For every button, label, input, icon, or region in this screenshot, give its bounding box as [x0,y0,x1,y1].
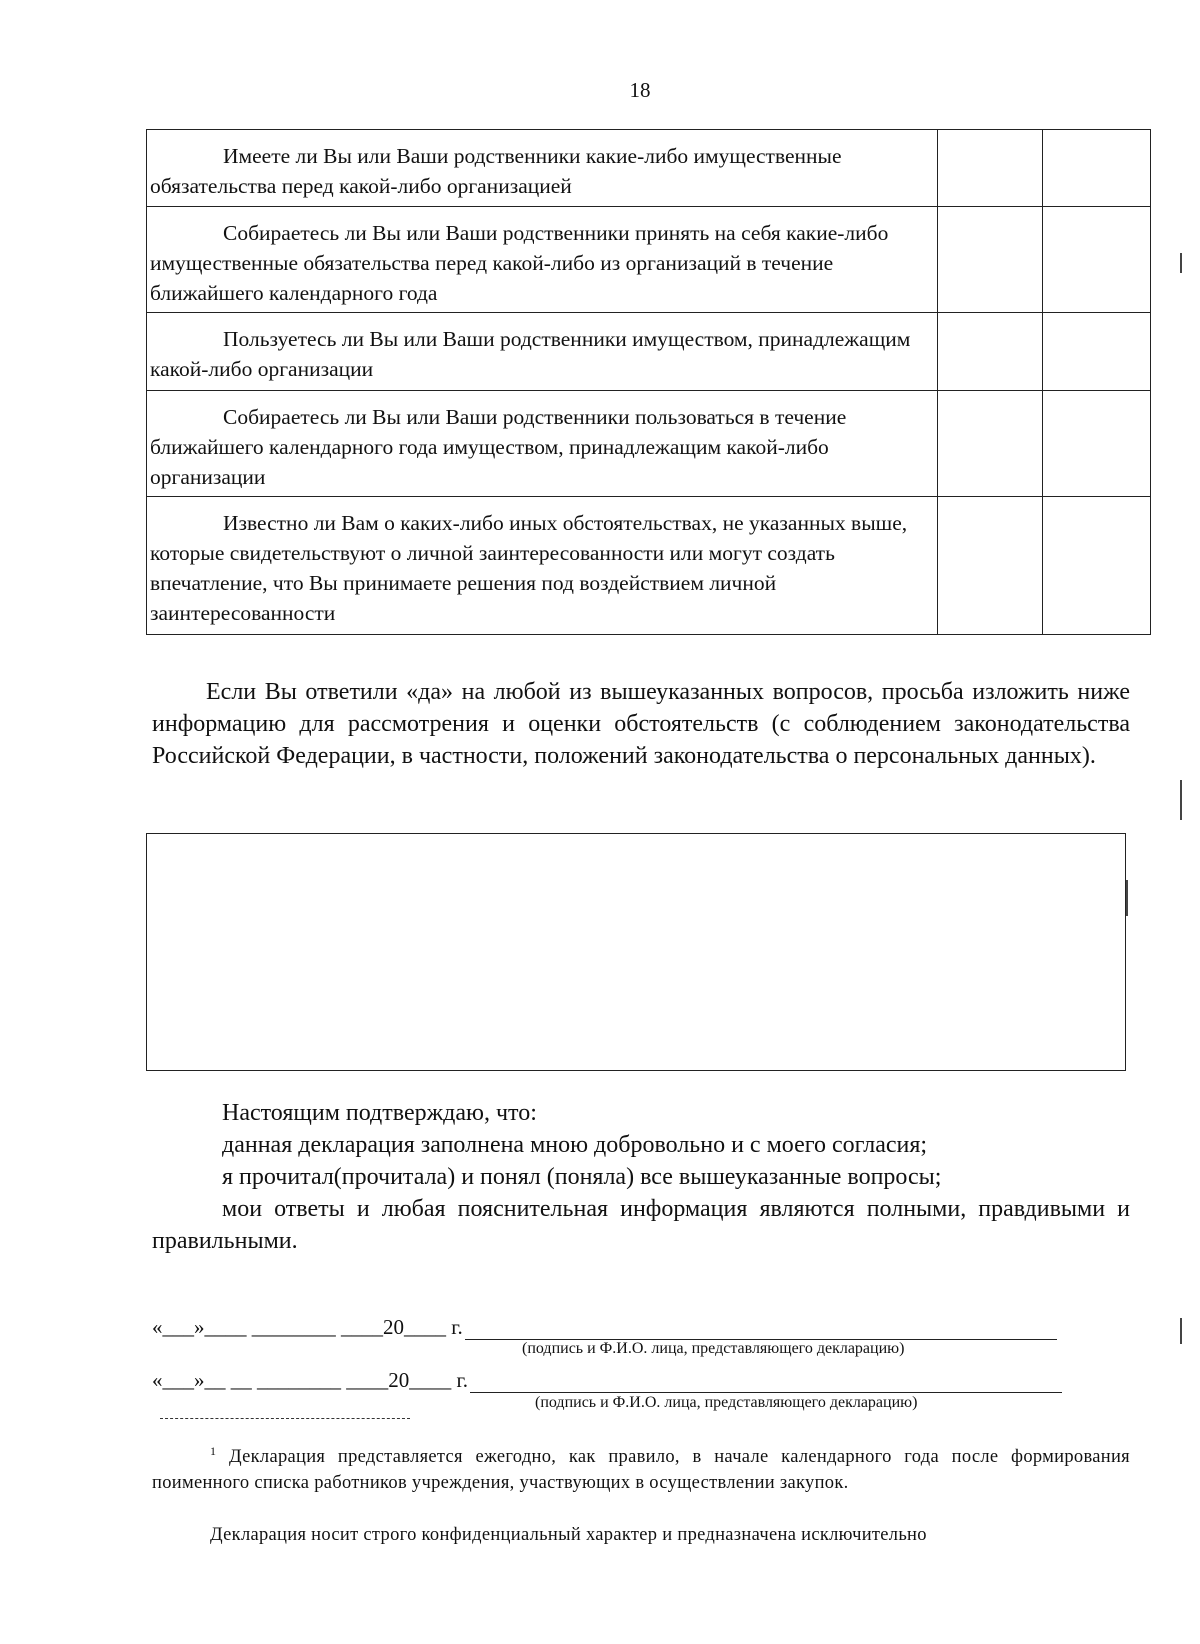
confirmation-line: я прочитал(прочитала) и понял (поняла) все вышеуказанные вопросы; [222,1164,942,1190]
signature-row [152,1368,1130,1393]
answer-yes-cell[interactable] [938,313,1043,391]
question-text: Пользуетесь ли Вы или Ваши родственники имуществом, принадлежащим какой-либо организации [150,327,911,381]
answer-yes-cell[interactable] [938,497,1043,635]
page-number: 18 [629,78,651,102]
question-row [147,313,1151,391]
question-row [147,391,1151,497]
question-row [147,497,1151,635]
signature-line[interactable] [465,1321,1057,1340]
signature-date[interactable]: «___»____ ________ ____20____ г. [152,1315,463,1339]
answer-no-cell[interactable] [1043,391,1151,497]
confirmation-block [152,1097,1130,1257]
question-text: Собираетесь ли Вы или Ваши родственники пользоваться в течение ближайшего календарного года имуществом, принадлежащим какой-либо организации [150,405,847,489]
footnote-marker: 1 [210,1443,217,1458]
scan-artifact [1126,880,1128,916]
signature-caption: (подпись и Ф.И.О. лица, представляющего декларацию) [535,1394,918,1411]
signature-caption: (подпись и Ф.И.О. лица, представляющего декларацию) [522,1340,905,1357]
answer-yes-cell[interactable] [938,207,1043,313]
answer-no-cell[interactable] [1043,313,1151,391]
instruction-paragraph: Если Вы ответили «да» на любой из вышеуказанных вопросов, просьба изложить ниже информацию для рассмотрения и оценки обстоятельств (с соблюдением законодательства Российской Федерации, в частности, положений законодательства о персональных данных). [152,679,1130,769]
question-row [147,130,1151,207]
answer-yes-cell[interactable] [938,391,1043,497]
questions-table [146,129,1151,635]
confirmation-line: данная декларация заполнена мною добровольно и с моего согласия; [222,1132,928,1158]
confirmation-line: мои ответы и любая пояснительная информация являются полными, правдивыми и правильными. [152,1196,1130,1254]
question-row [147,207,1151,313]
footnote [152,1444,1130,1496]
scan-artifact [1180,780,1182,820]
signature-row [152,1315,1130,1340]
question-text: Имеете ли Вы или Ваши родственники какие-либо имущественные обязательства перед какой-либо организацией [150,144,842,198]
signature-date[interactable]: «___»__ __ ________ ____20____ г. [152,1368,468,1392]
question-text: Известно ли Вам о каких-либо иных обстоятельствах, не указанных выше, которые свидетельствуют о личной заинтересованности или могут создать впечатление, что Вы принимаете решения под воздействием личной заинтересованности [150,511,908,625]
question-text: Собираетесь ли Вы или Ваши родственники принять на себя какие-либо имущественные обязательства перед какой-либо из организаций в течение ближайшего календарного года [150,221,889,305]
confirmation-intro: Настоящим подтверждаю, что: [222,1100,537,1126]
footnote-continuation: Декларация носит строго конфиденциальный характер и предназначена исключительно [210,1525,927,1545]
footnote-separator [160,1418,410,1419]
signature-line[interactable] [470,1374,1062,1393]
footnote-text: Декларация представляется ежегодно, как правило, в начале календарного года после формирования поименного списка работников учреждения, участвующих в осуществлении закупок. [152,1447,1130,1493]
answer-no-cell[interactable] [1043,497,1151,635]
scan-artifact [1180,1318,1182,1344]
explanation-box[interactable] [146,833,1126,1071]
answer-no-cell[interactable] [1043,207,1151,313]
answer-yes-cell[interactable] [938,130,1043,207]
answer-no-cell[interactable] [1043,130,1151,207]
scan-artifact [1180,253,1182,273]
